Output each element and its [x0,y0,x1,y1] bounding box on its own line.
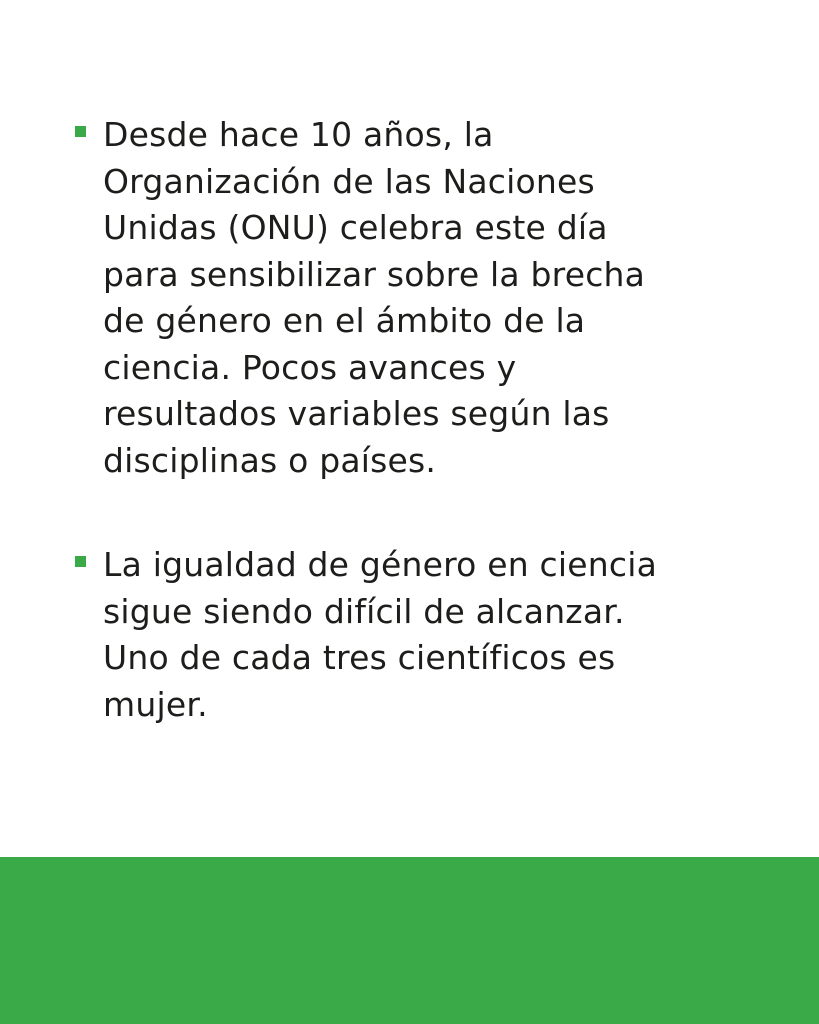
text-line: de género en el ámbito de la [103,301,586,340]
text-line: mujer. [103,684,208,724]
bullet-text [103,542,775,728]
text-line: disciplinas o países. [103,440,437,480]
text-line: resultados variables según las [103,394,610,433]
text-line: para sensibilizar sobre la brecha [103,254,646,294]
text-line: Unidas (ONU) celebra este día [103,208,608,247]
text-line: Organización de las Naciones [103,161,595,201]
bullet-list [75,112,775,786]
bullet-item-onu-day [75,112,775,484]
text-line: ciencia. Pocos avances y [103,347,517,387]
bullet-text [103,112,775,484]
bullet-item-gender-equality [75,542,775,728]
text-line: sigue siendo difícil de alcanzar. [103,591,625,631]
green-footer-band [0,857,819,1024]
square-bullet-icon [75,556,86,567]
text-line: Desde hace 10 años, la [103,115,494,154]
text-line: Uno de cada tres científicos es [103,638,616,677]
text-line: La igualdad de género en ciencia [103,545,658,584]
square-bullet-icon [75,126,86,137]
